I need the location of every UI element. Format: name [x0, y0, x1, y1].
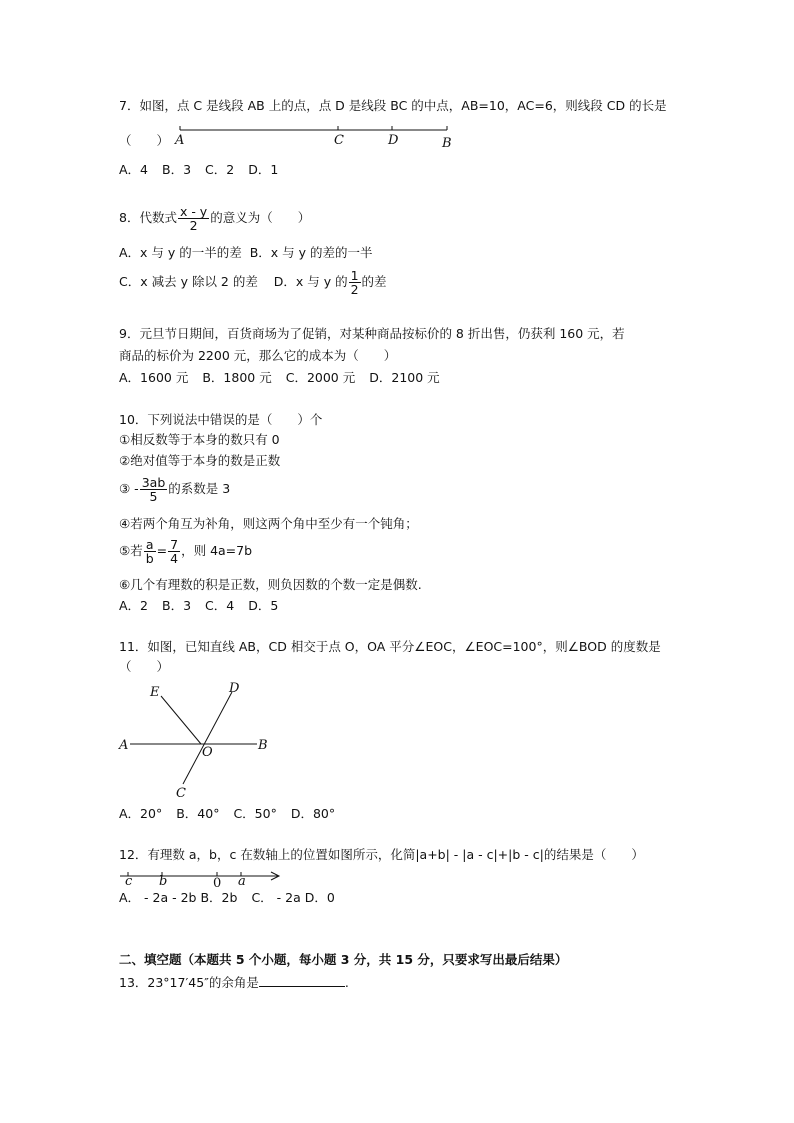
q8-options-cd [119, 267, 387, 297]
q11-label-d: D [229, 681, 240, 696]
q7-option-b: B．3 [162, 162, 192, 177]
q12-label-a: a [238, 874, 246, 889]
q11-label-e: E [150, 685, 160, 700]
q9-option-d: D．2100 元 [369, 370, 440, 385]
q12-option-b: B．2b [200, 890, 238, 905]
q11-angle-figure [115, 678, 280, 803]
q7-label-b: B [442, 136, 452, 151]
q7-paren: （ ） [119, 133, 170, 148]
q10-statement-1: ①相反数等于本身的数只有 0 [119, 432, 280, 447]
q7-label-a: A [175, 133, 185, 148]
q11-options [119, 806, 349, 822]
q7-stem: 7．如图，点 C 是线段 AB 上的点，点 D 是线段 BC 的中点，AB=10，AC=6，则线段 CD 的长是 [119, 98, 667, 113]
q10-statement-3: ③ - $\frac{3ab}{5}$ 的系数是 3 [119, 475, 231, 504]
q8-fraction: $\frac{x - y}{2}$ [179, 204, 208, 233]
q12-option-a: A． - 2a - 2b [119, 890, 197, 905]
q12-stem: 12．有理数 a，b，c 在数轴上的位置如图所示，化简|a+b| - |a - c|+|b - c|的结果是（ ） [119, 847, 644, 862]
q7-option-a: A．4 [119, 162, 149, 177]
q8-option-d: D．x 与 y 的 $\frac{1}{2}$ 的差 [273, 268, 387, 297]
q7-option-c: C．2 [205, 162, 235, 177]
q12-option-d: D．0 [304, 890, 335, 905]
q7-label-d: D [388, 133, 399, 148]
q9-options [119, 370, 454, 386]
q9-option-a: A．1600 元 [119, 370, 189, 385]
q11-option-c: C．50° [233, 806, 277, 821]
q10-option-a: A．2 [119, 598, 149, 613]
q11-label-a: A [119, 738, 129, 753]
q10-option-b: B．3 [162, 598, 192, 613]
q12-number-line [118, 862, 288, 890]
q10-statement-2: ②绝对值等于本身的数是正数 [119, 453, 281, 468]
q10-options [119, 598, 292, 614]
q10-statement-5: ⑤若 $\frac{a}{b}$ = $\frac{7}{4}$ ，则 4a=7b [119, 537, 253, 566]
q10-stem: 10．下列说法中错误的是（ ）个 [119, 412, 323, 427]
q8-options-ab [119, 245, 373, 261]
q9-option-b: B．1800 元 [202, 370, 272, 385]
q12-label-c: c [125, 874, 133, 889]
q11-line1: 11．如图，已知直线 AB，CD 相交于点 O，OA 平分∠EOC，∠EOC=100°，则∠BOD 的度数是 [119, 639, 661, 654]
q12-option-c: C． - 2a [251, 890, 301, 905]
q8-option-b: B．x 与 y 的差的一半 [249, 245, 373, 260]
q12-label-b: b [159, 874, 168, 889]
q7-label-c: C [334, 133, 344, 148]
q9-line1: 9．元旦节日期间，百货商场为了促销，对某种商品按标价的 8 折出售，仍获利 160 元，若 [119, 326, 625, 341]
q11-option-b: B．40° [176, 806, 220, 821]
q10-option-c: C．4 [205, 598, 235, 613]
q10-statement-4: ④若两个角互为补角，则这两个角中至少有一个钝角； [119, 516, 418, 531]
q11-option-a: A．20° [119, 806, 163, 821]
q11-label-o: O [202, 745, 213, 760]
q8-stem: 8．代数式 $\frac{x - y}{2}$ 的意义为（ ） [119, 204, 311, 233]
q11-paren: （ ） [119, 659, 170, 674]
q8-option-a: A．x 与 y 的一半的差 [119, 245, 242, 260]
q13-answer-blank[interactable] [259, 974, 345, 987]
q13-stem: 13．23°17′45″的余角是 . [119, 975, 349, 990]
q11-option-d: D．80° [290, 806, 336, 821]
q9-option-c: C．2000 元 [285, 370, 356, 385]
q12-label-0: 0 [213, 876, 222, 890]
q11-label-c: C [176, 786, 186, 801]
q10-option-d: D．5 [248, 598, 279, 613]
section2-title: 二、填空题（本题共 5 个小题，每小题 3 分，共 15 分，只要求写出最后结果） [119, 952, 568, 967]
q7-segment-figure [170, 122, 460, 152]
q12-options [119, 890, 349, 906]
q10-statement-6: ⑥几个有理数的积是正数，则负因数的个数一定是偶数. [119, 577, 422, 592]
q8-option-c: C．x 减去 y 除以 2 的差 [119, 274, 258, 289]
q9-line2: 商品的标价为 2200 元，那么它的成本为（ ） [119, 348, 397, 363]
q11-label-b: B [258, 738, 268, 753]
q7-options [119, 162, 292, 178]
q7-option-d: D．1 [248, 162, 279, 177]
